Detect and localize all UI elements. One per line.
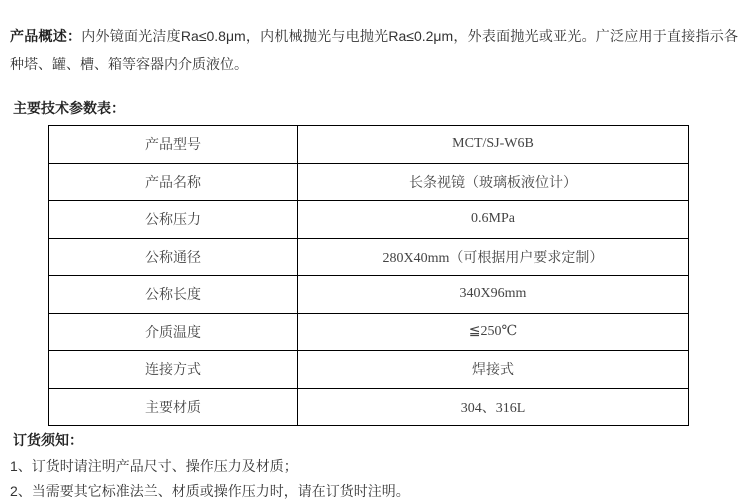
param-label: 介质温度	[49, 313, 298, 351]
table-row	[49, 163, 689, 201]
param-value: 焊接式	[298, 351, 689, 389]
product-overview-text: 内外镜面光洁度Ra≤0.8μm，内机械抛光与电抛光Ra≤0.2μm，外表面抛光或亚光。广泛应用于直接指示各种塔、罐、槽、箱等容器内介质液位。	[10, 28, 738, 72]
table-row	[49, 276, 689, 314]
param-label: 连接方式	[49, 351, 298, 389]
param-value: MCT/SJ-W6B	[298, 126, 689, 164]
param-value: 340X96mm	[298, 276, 689, 314]
table-row	[49, 313, 689, 351]
param-label: 公称通径	[49, 238, 298, 276]
param-value: 304、316L	[298, 388, 689, 426]
param-label: 产品型号	[49, 126, 298, 164]
table-row	[49, 126, 689, 164]
param-label: 主要材质	[49, 388, 298, 426]
param-value: 0.6MPa	[298, 201, 689, 239]
product-overview-label: 产品概述：	[10, 28, 82, 44]
param-label: 公称长度	[49, 276, 298, 314]
table-row	[49, 238, 689, 276]
param-label: 公称压力	[49, 201, 298, 239]
technical-parameters-table	[48, 125, 689, 426]
table-row	[49, 388, 689, 426]
param-value: 280X40mm（可根据用户要求定制）	[298, 238, 689, 276]
order-note-item: 1、订货时请注明产品尺寸、操作压力及材质；	[10, 458, 298, 474]
param-value: ≦250℃	[298, 313, 689, 351]
order-note-item: 2、当需要其它标准法兰、材质或操作压力时，请在订货时注明。	[10, 483, 410, 499]
table-row	[49, 351, 689, 389]
product-overview-paragraph	[10, 22, 738, 78]
order-notes-heading: 订货须知：	[13, 432, 83, 448]
param-label: 产品名称	[49, 163, 298, 201]
param-value: 长条视镜（玻璃板液位计）	[298, 163, 689, 201]
params-table-heading: 主要技术参数表：	[13, 100, 125, 116]
table-row	[49, 201, 689, 239]
